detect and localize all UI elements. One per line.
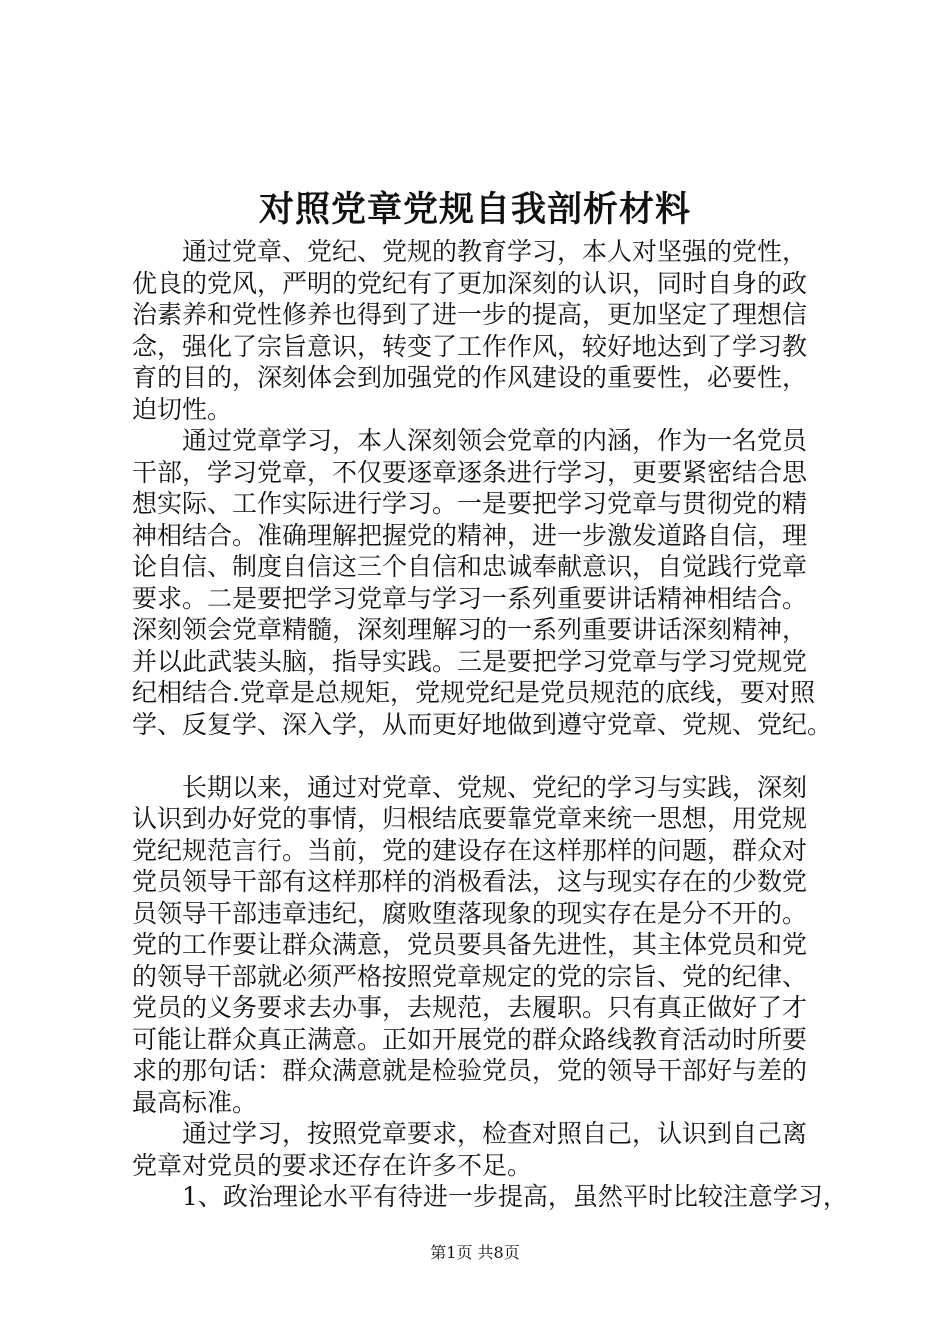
text-line: 求的那句话：群众满意就是检验党员，党的领导干部好与差的 [132,1056,808,1085]
text-line: 长期以来，通过对党章、党规、党纪的学习与实践，深刻 [182,772,808,802]
text-line: 想实际、工作实际进行学习。一是要把学习党章与贯彻党的精 [132,489,808,518]
text-line: 的领导干部就必须严格按照党章规定的党的宗旨、党的纪律、 [132,961,808,991]
text-line: 员领导干部违章违纪，腐败堕落现象的现实存在是分不开的。 [132,898,808,928]
text-line: 念，强化了宗旨意识，转变了工作作风，较好地达到了学习教 [132,331,808,361]
text-line: 党员领导干部有这样那样的消极看法，这与现实存在的少数党 [132,867,808,896]
text-line: 党员的义务要求去办事，去规范，去履职。只有真正做好了才 [132,993,808,1022]
document-body [132,236,848,1213]
text-line: 优良的党风，严明的党纪有了更加深刻的认识，同时自身的政 [132,268,808,298]
text-line: 可能让群众真正满意。正如开展党的群众路线教育活动时所要 [132,1024,808,1054]
text-line: 要求。二是要把学习党章与学习一系列重要讲话精神相结合。 [132,583,808,613]
text-line: 党纪规范言行。当前，党的建设存在这样那样的问题，群众对 [132,835,808,865]
text-line: 党的工作要让群众满意，党员要具备先进性，其主体党员和党 [132,930,808,959]
text-line: 1、政治理论水平有待进一步提高，虽然平时比较注意学习， [182,1182,848,1211]
text-line: 深刻领会党章精髓，深刻理解习的一系列重要讲话深刻精神， [132,615,808,644]
text-line: 认识到办好党的事情，归根结底要靠党章来统一思想，用党规 [132,804,808,833]
text-line: 纪相结合.党章是总规矩，党规党纪是党员规范的底线，要对照 [132,678,815,707]
text-line: 神相结合。准确理解把握党的精神，进一步激发道路自信，理 [132,520,808,550]
text-line: 通过党章学习，本人深刻领会党章的内涵，作为一名党员 [182,426,808,455]
text-line: 并以此武装头脑，指导实践。三是要把学习党章与学习党规党 [132,646,808,676]
text-line: 通过党章、党纪、党规的教育学习，本人对坚强的党性， [182,237,808,266]
blank-line [132,740,832,772]
text-line: 最高标准。 [132,1087,258,1117]
text-line: 学、反复学、深入学，从而更好地做到遵守党章、党规、党纪。 [132,709,833,739]
page-footer: 第1页 共8页 [430,1243,520,1262]
text-line: 干部，学习党章，不仅要逐章逐条进行学习，更要紧密结合思 [132,457,808,487]
text-line: 治素养和党性修养也得到了进一步的提高，更加坚定了理想信 [132,300,808,329]
text-line: 论自信、制度自信这三个自信和忠诚奉献意识，自觉践行党章 [132,552,808,581]
text-line: 党章对党员的要求还存在许多不足。 [132,1150,533,1180]
text-line: 育的目的，深刻体会到加强党的作风建设的重要性，必要性， [132,363,808,392]
text-line: 通过学习，按照党章要求，检查对照自己，认识到自己离 [182,1119,808,1148]
document-title: 对照党章党规自我剖析材料 [258,189,691,230]
text-line: 迫切性。 [132,394,233,424]
